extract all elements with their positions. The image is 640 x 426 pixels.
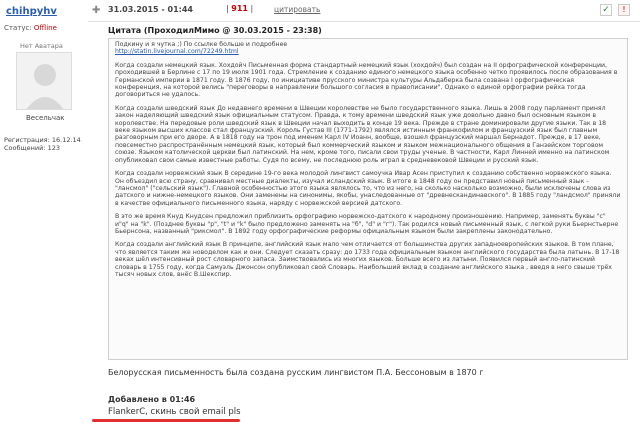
quote-block [98, 26, 628, 366]
highlight-underline [92, 419, 240, 422]
avatar [16, 52, 72, 110]
messages-count: 123 [47, 144, 61, 152]
post-number[interactable]: 911 [231, 4, 248, 13]
quote-link[interactable]: http://statin.livejournal.com/72249.html [115, 48, 239, 56]
avatar-placeholder-icon [17, 53, 72, 110]
post-text: Белорусская письменность была создана русским лингвистом П.А. Бессоновым в 1870 г [108, 368, 484, 377]
messages-label: Сообщений: [4, 144, 46, 152]
author-meta [4, 136, 81, 152]
registration-row [4, 136, 81, 144]
quote-paragraph-swedish: Когда создали шведский язык До недавнего времени в Швеции королевстве не было государственного языка. Лишь в 2008 году парламент принял закон наделяющий шведский язык официальным статусом. Правда, к тому времени шведский язык уже довольно давно был основным языком в королевстве. На передовые роли шведский язык в Швеции начал выходить в конце 19 века. Прежде в стране доминировали другие языки. Так в 18 веке языком высших классов стал французский. Король Густав III (1771-1792) являлся истинным франкофилом и французский язык был главным разговорным при его дворе. А в 1818 году на трон под именем Карл IV Иоанн, вообще, взошел французский маршал Бернадот. Прежде, в 17 веке, повсеместно распространённым немецкий язык, который был коммерческий языком и языком межнационального общения в Ганзейском торговом союзе. Языком католической церкви был латинский. На нем, кроме того, писали свои труды ученые. В частности, Карл Линней именно на латинском опубликовал свои самые известные работы. Судя по всему, не последнюю роль играл в средневековой Швеции и русский язык. [115, 104, 610, 164]
messages-row [4, 144, 81, 152]
quote-intro [115, 41, 621, 56]
status-label: Статус: [4, 24, 32, 32]
registration-label: Регистрация: [4, 136, 50, 144]
added-label: Добавлено в 01:46 [108, 395, 196, 404]
author-rank: Весельчак [26, 114, 65, 122]
author-status [4, 24, 57, 32]
report-icon[interactable]: ! [618, 4, 630, 16]
author-panel [0, 0, 88, 426]
post-number-wrap: | 911 | [226, 4, 254, 13]
post-datetime: 31.03.2015 - 01:44 [108, 5, 193, 14]
quote-title: Цитата (ПроходилМимо @ 30.03.2015 - 23:38) [108, 26, 322, 35]
rating-icon[interactable]: ✓ [600, 4, 612, 16]
author-username[interactable]: chihpyhv [6, 6, 57, 17]
status-value: Offline [33, 24, 57, 32]
post-icon: ✚ [92, 5, 101, 16]
quote-paragraph-german: Когда создали немецкий язык. Хохдойч Письменная форма стандартный немецкий язык (хохдойч) был создан на II орфографической конференции, проходившей в Берлине с 17 по 19 июля 1901 года. Стремление к созданию единого немецкого языка особенно четко проявилось после образования в Германской империи в 1871 году. В 1876 году, по инициативе прусского министра культуры Альдаберка была созвана I орфографическая конференция, на которой велись "переговоры в направлении большого согласия в правописании". Однако о единой орфографии рейха тогда договориться не удалось. [115, 61, 618, 99]
registration-date: 16.12.14 [51, 136, 81, 144]
quote-paragraph-english: Когда создали английский язык В принципе, английский язык мало чем отличается от большинства других западноевропейских языков. В том плане, что является таким же новоделом как и они. Следует сказать сразу: до 1733 года официальным языком английского государства была латынь. В 17-18 веках шёл интенсивный рост словарного запаса. Заимствовались из многих языков. Больше всего из латыни. Появился первый англо-латинский словарь в 1755 году, когда Самуэль Джонсон опубликовал свой Словарь. Наибольший вклад в создание английского языка , введя в него свыше трёх тысяч новых слов, внёс В.Шекспир. [115, 241, 620, 278]
quote-intro-text: Подкину и я чутка ;) По ссылке больше и подробнее [115, 41, 288, 48]
reply-text: FlankerC, скинь свой email pls [108, 407, 241, 417]
quote-body [108, 38, 628, 360]
quote-button[interactable]: цитировать [274, 5, 321, 14]
quote-paragraph-riksmal: В это же время Кнуд Кнудсен предложил приблизить орфографию норвежско-датского к народному произношению. Например, заменять буквы "с" и"q" на "k". (Позднее буквы "p", "t" и "k" было предложено заменять на "б", "d" и "г"). Так родился новый письменный язык, с легкой руки Бьернстьерне Бьернсона, названный "риксмол". В 1892 году орфографические реформы официальным языком были закреплены законодательно. [115, 213, 619, 235]
post-header [88, 0, 640, 22]
avatar-label: Нет Аватара [20, 42, 63, 50]
quote-paragraph-norwegian: Когда создали норвежский язык В середине 19-го века молодой лингвист самоучка Ивар Асен приступил к созданию собственно норвежского языка. Он объездил всю страну, сравнивал местные диалекты, изучал исландский язык. В итоге в 1848 году он представил новый письменный язык - "лансмол" ("сельский язык"). Главной особенностью этого языка являлось то, что из него, на сколько насколько возможно, были исключены слова из датского и нижне-немецкого языков. Они заменены на синонимы, якобы, унаследованные от "древнескандинавского". В 1885 году "ландсмол" приняли в качестве официального письменного языка, наряду с норвежской версией датского. [115, 170, 621, 207]
